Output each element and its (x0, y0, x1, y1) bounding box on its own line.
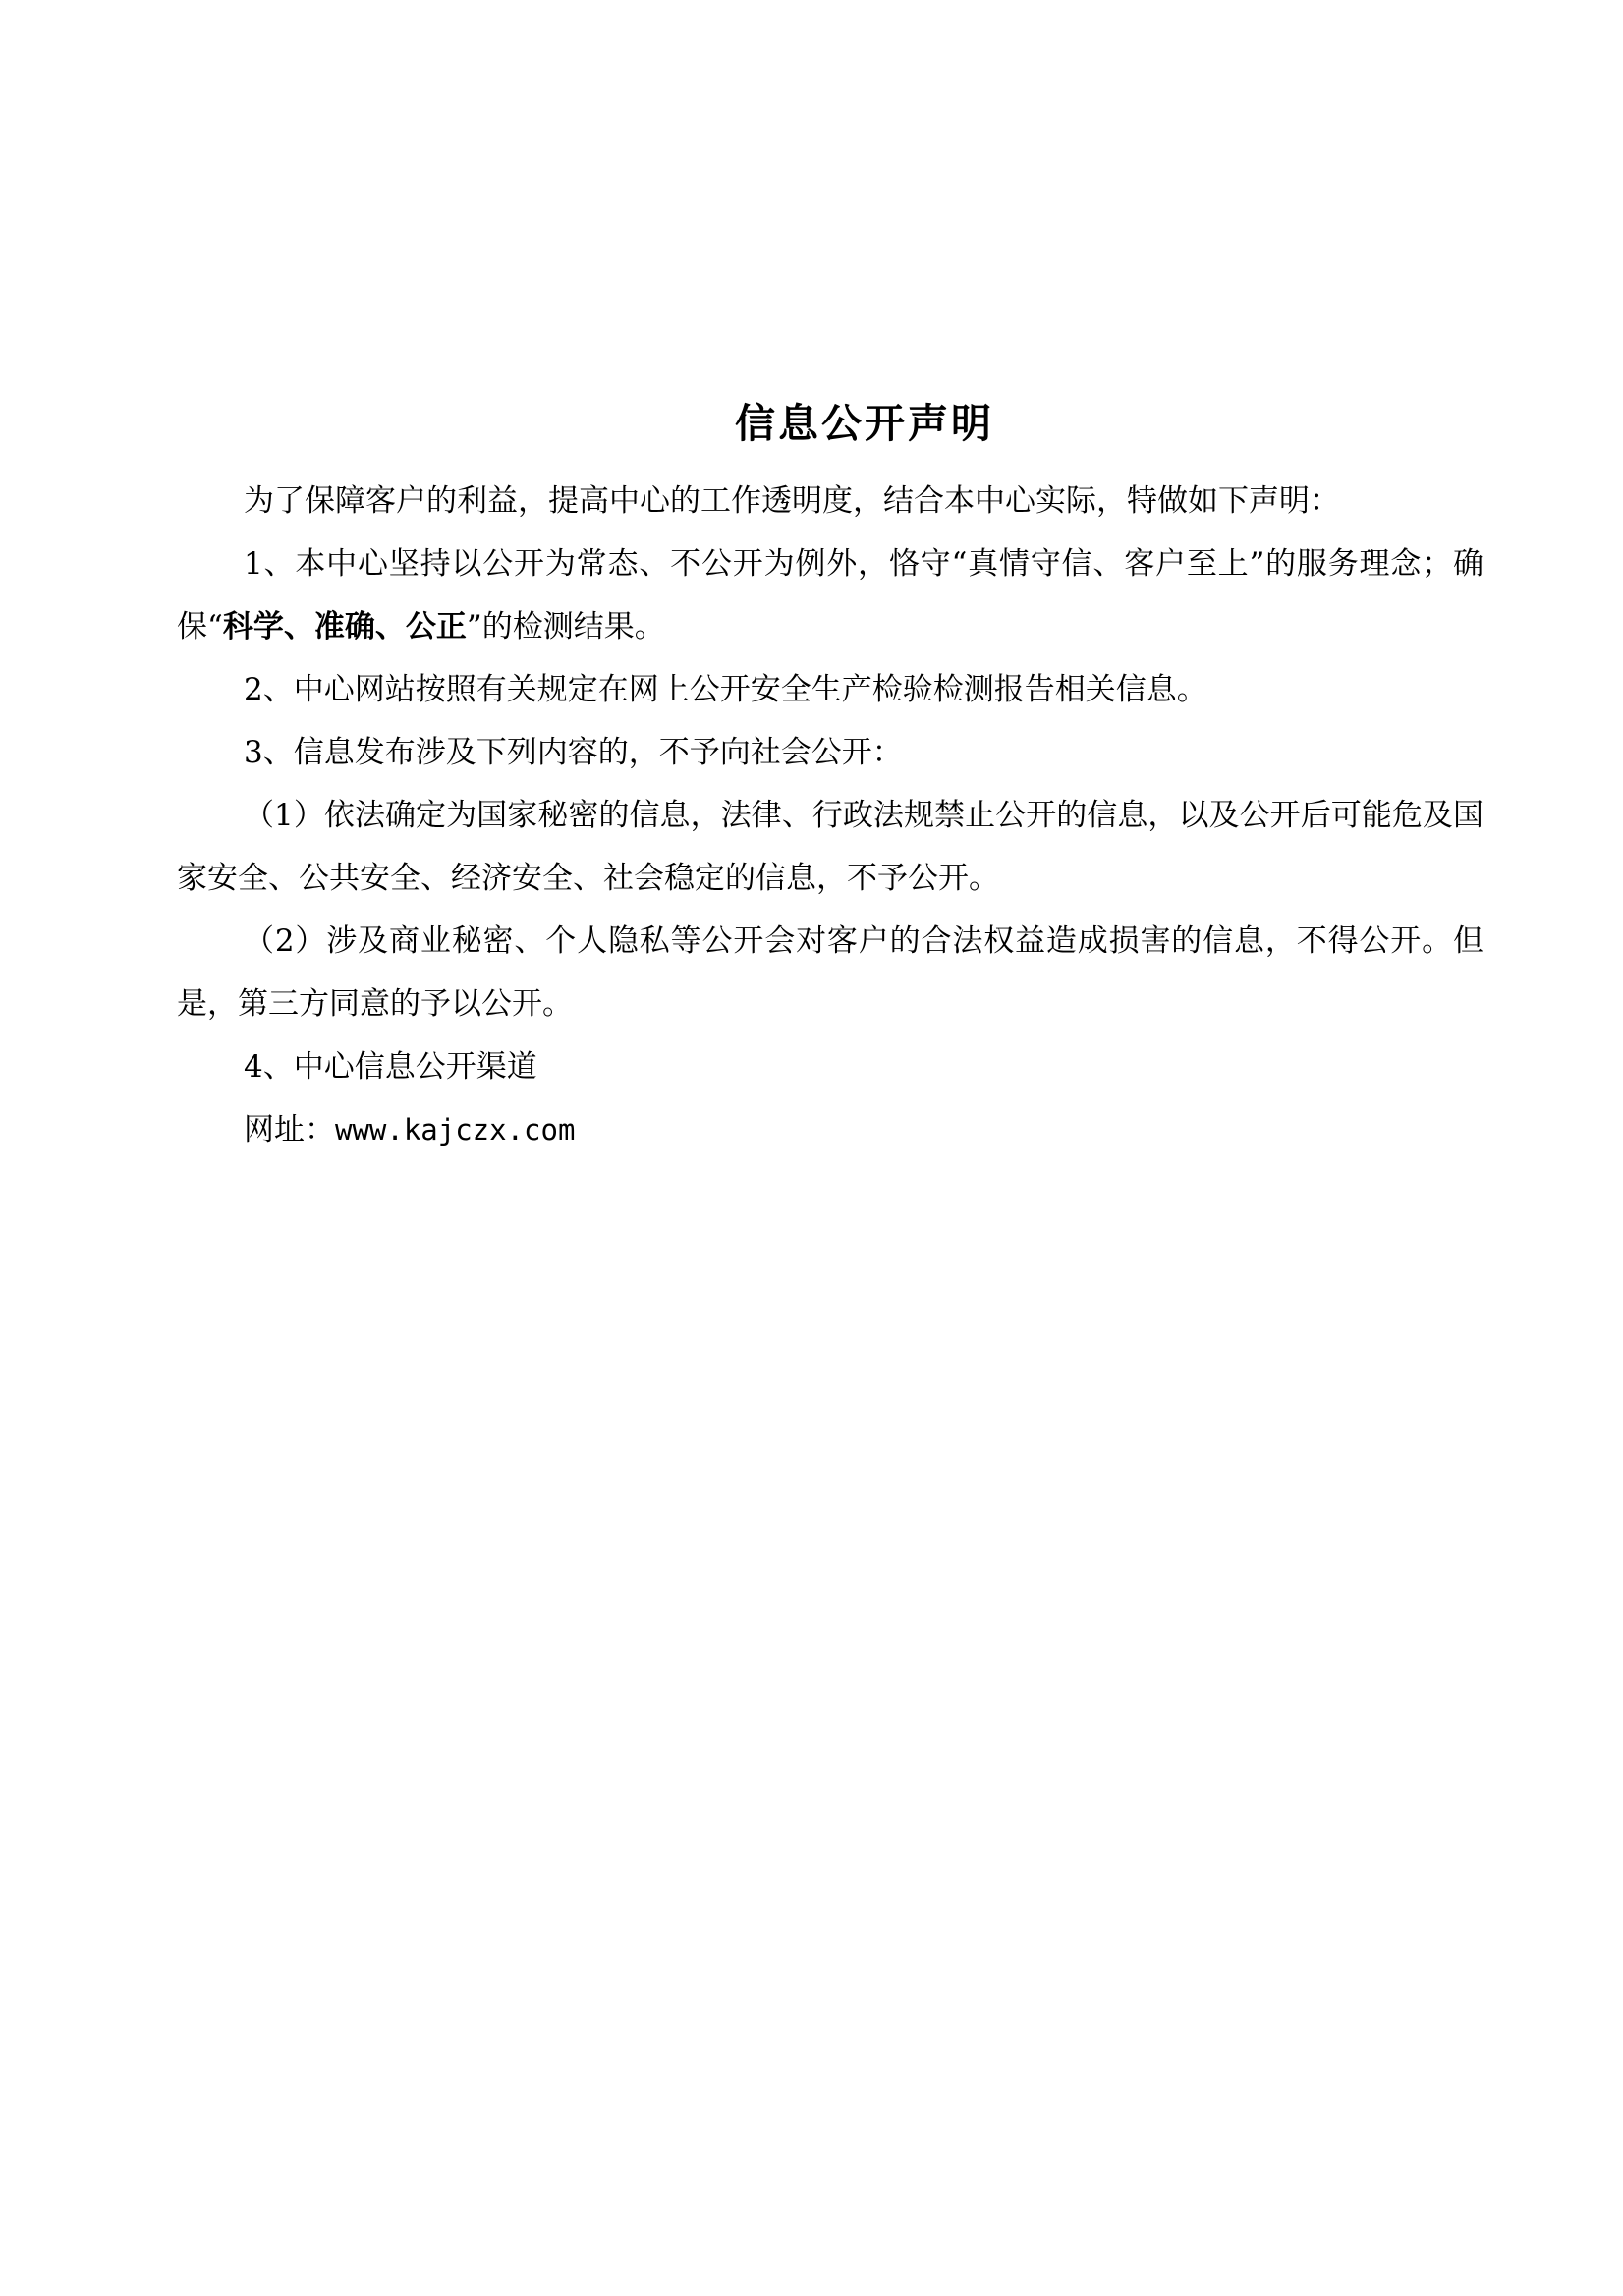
item-1-text-start: 1、本中心坚持以公开为常态、不公开为例外，恪守“真情守信、客户至上”的服务理念；确保“ (177, 546, 1483, 644)
document-body (177, 470, 1483, 1161)
website-url: www.kajczx.com (335, 1113, 576, 1147)
item-1-bold-text: 科学、准确、公正 (222, 609, 467, 644)
item-2-paragraph: 2、中心网站按照有关规定在网上公开安全生产检验检测报告相关信息。 (244, 672, 1207, 707)
item-3-sub-1-paragraph: （1）依法确定为国家秘密的信息，法律、行政法规禁止公开的信息，以及公开后可能危及国家安全、公共安全、经济安全、社会稳定的信息，不予公开。 (177, 798, 1483, 896)
item-4-paragraph: 4、中心信息公开渠道 (244, 1049, 537, 1085)
item-3-paragraph: 3、信息发布涉及下列内容的，不予向社会公开： (244, 735, 903, 770)
website-label: 网址： (244, 1112, 335, 1148)
website-line (177, 1098, 1483, 1161)
item-3-sub-2-paragraph: （2）涉及商业秘密、个人隐私等公开会对客户的合法权益造成损害的信息，不得公开。但是，第三方同意的予以公开。 (177, 924, 1483, 1022)
item-1-text-end: ”的检测结果。 (466, 609, 665, 644)
intro-paragraph: 为了保障客户的利益，提高中心的工作透明度，结合本中心实际，特做如下声明： (244, 483, 1340, 519)
item-1-paragraph (177, 532, 1483, 658)
document-title: 信息公开声明 (735, 400, 994, 447)
